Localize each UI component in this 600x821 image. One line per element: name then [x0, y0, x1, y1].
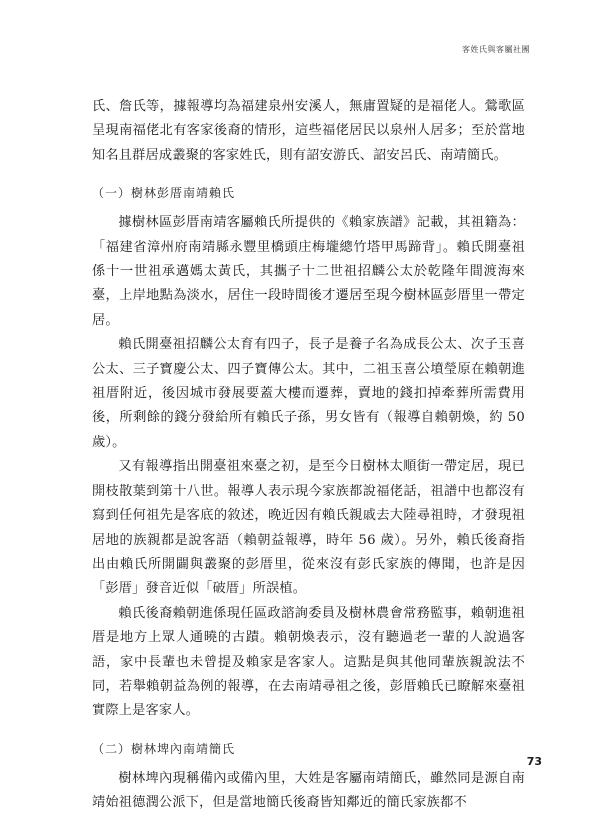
section-2-paragraph-1: 樹林埤內現稱備內或備內里，大姓是客屬南靖簡氏，雖然同是源自南靖始祖德潤公派下，但是當地簡氏後裔皆知鄰近的簡氏家族都不 — [92, 770, 525, 811]
section-2-title: （二）樹林埤內南靖簡氏 — [92, 741, 236, 756]
section-1-title: （一）樹林彭厝南靖賴氏 — [92, 186, 236, 201]
section-1-paragraph-3: 又有報導指出開臺祖來臺之初，是至今日樹林太順街一帶定居，現已開枝散葉到第十八世。報導人表示現今家族都說福佬話，祖譜中也都沒有寫到任何祖先是客底的敘述，晚近因有賴氏親戚去大陸尋祖時，才發現祖居地的族親都是說客語（賴朝益報導，時年 56 歲）。另外，賴氏後裔指出由賴氏所開闢與叢聚的彭厝里，從來沒有彭氏家族的傳聞，也許是因「彭厝」發音近似「破厝」所誤植。 — [92, 459, 525, 597]
section-1-paragraph-1: 據樹林區彭厝南靖客屬賴氏所提供的《賴家族譜》記載，其祖籍為：「福建省漳州府南靖縣永豐里橋頭庄梅壠總竹塔甲馬蹄背」。賴氏開臺祖係十一世祖承邁媽太黃氏，其攜子十二世祖招麟公太於乾隆年間渡海來臺，上岸地點為淡水，居住一段時間後才遷居至現今樹林區彭厝里一帶定居。 — [92, 215, 525, 328]
running-header: 客姓氏與客屬社團 — [462, 45, 530, 54]
intro-paragraph: 氏、詹氏等，據報導均為福建泉州安溪人，無庸置疑的是福佬人。鶯歌區呈現南福佬北有客家後裔的情形，這些福佬居民以泉州人居多；至於當地知名且群居成叢聚的客家姓氏，則有詔安游氏、詔安呂氏、南靖簡氏。 — [92, 99, 525, 163]
section-1-paragraph-2: 賴氏開臺祖招麟公太育有四子，長子是養子名為成長公太、次子玉喜公太、三子寶慶公太、四子寶傳公太。其中，二祖玉喜公墳瑩原在賴朝進祖厝附近，後因城市發展要蓋大樓而遷葬，賣地的錢扣掉牽葬所需費用後，所剩餘的錢分發給所有賴氏子孫，男女皆有（報導自賴朝煥，約 50 歲）。 — [92, 337, 525, 450]
page-number: 73 — [526, 755, 542, 768]
section-1-paragraph-4: 賴氏後裔賴朝進係現任區政諮詢委員及樹林農會常務監事，賴朝進祖厝是地方上眾人通曉的古蹟。賴朝煥表示，沒有聽過老一輩的人說過客語，家中長輩也未曾提及賴家是客家人。這點是與其他同輩族親說法不同，若舉賴朝益為例的報導，在去南靖尋祖之後，彭厝賴氏已瞭解來臺祖實際上是客家人。 — [92, 605, 525, 719]
page-body — [92, 95, 525, 816]
